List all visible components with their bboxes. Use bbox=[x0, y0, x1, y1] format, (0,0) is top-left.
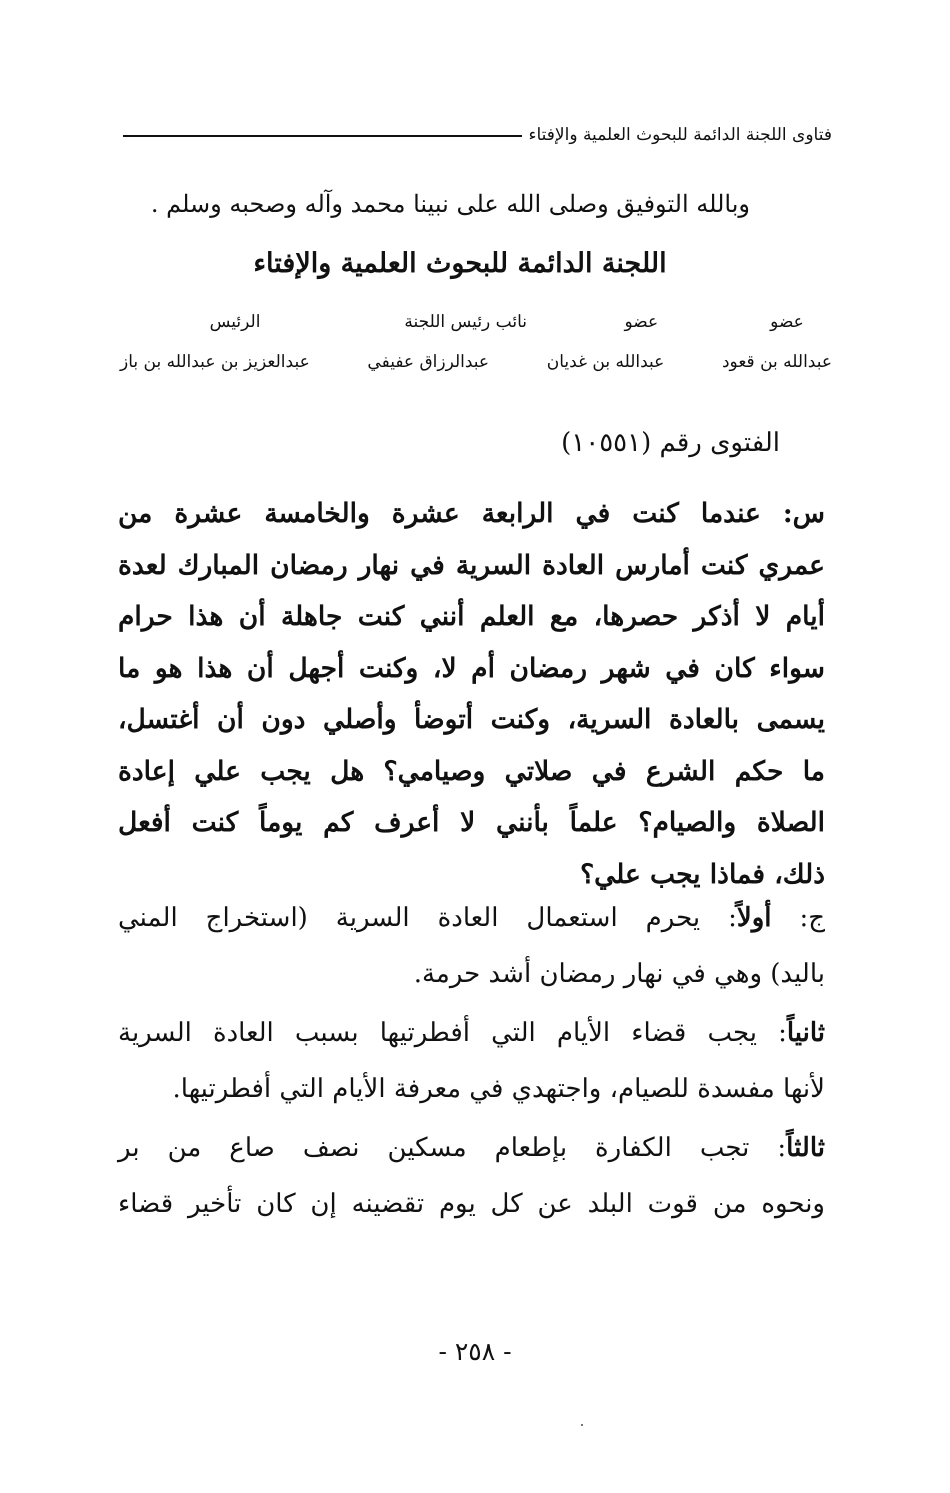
scan-speck bbox=[581, 1424, 583, 1426]
question-line: يسمى بالعادة السرية، وكنت أتوضأ وأصلي دون أن أغتسل، bbox=[118, 704, 825, 735]
answer-point-lead: ثانياً bbox=[786, 1018, 825, 1048]
question-line: الصلاة والصيام؟ علماً بأنني لا أعرف كم يوماً كنت أفعل bbox=[118, 807, 825, 838]
member-name: عبدالعزيز بن عبدالله بن باز bbox=[120, 352, 310, 372]
answer-point-2-line-1 bbox=[118, 1005, 825, 1061]
fatwa-number: الفتوى رقم (١٠٥٥١) bbox=[561, 428, 780, 458]
closing-formula: وبالله التوفيق وصلى الله على نبينا محمد وآله وصحبه وسلم . bbox=[150, 190, 750, 218]
signatory-roles bbox=[120, 312, 832, 332]
question-block bbox=[118, 488, 825, 900]
answer-text: : يجب قضاء الأيام التي أفطرتيها بسبب العادة السرية bbox=[118, 1018, 787, 1048]
signatory-names bbox=[120, 352, 832, 372]
member-role: نائب رئيس اللجنة bbox=[404, 312, 527, 332]
question-line: ما حكم الشرع في صلاتي وصيامي؟ هل يجب علي إعادة bbox=[118, 755, 825, 787]
member-role: الرئيس bbox=[209, 312, 261, 332]
question-line: أيام لا أذكر حصرها، مع العلم أنني كنت جاهلة أن هذا حرام bbox=[118, 601, 825, 632]
answer-point-1-line-2: باليد) وهي في نهار رمضان أشد حرمة. bbox=[413, 959, 825, 989]
member-role: عضو bbox=[770, 312, 804, 332]
question-line: ذلك، فماذا يجب علي؟ bbox=[580, 858, 825, 890]
answer-block bbox=[118, 890, 825, 1232]
answer-point-3-line-2: ونحوه من قوت البلد عن كل يوم تقضينه إن كان تأخير قضاء bbox=[118, 1189, 825, 1219]
question-line: عمري كنت أمارس العادة السرية في نهار رمضان المبارك لعدة bbox=[118, 549, 825, 581]
answer-prefix: ج: bbox=[771, 903, 825, 933]
member-name: عبدالله بن قعود bbox=[721, 352, 832, 372]
running-header bbox=[123, 120, 832, 150]
answer-point-lead: ثالثاً bbox=[786, 1133, 825, 1163]
answer-point-lead: أولاً bbox=[736, 903, 772, 933]
member-role: عضو bbox=[624, 312, 659, 332]
answer-point-3-line-1 bbox=[118, 1120, 825, 1176]
answer-point-2-line-2: لأنها مفسدة للصيام، واجتهدي في معرفة الأيام التي أفطرتيها. bbox=[172, 1074, 825, 1104]
page-number: - ٢٥٨ - bbox=[438, 1337, 512, 1366]
committee-title: اللجنة الدائمة للبحوث العلمية والإفتاء bbox=[253, 248, 667, 279]
question-line: سواء كان في شهر رمضان أم لا، وكنت أجهل أن هذا هو ما bbox=[118, 652, 825, 684]
question-line: س: عندما كنت في الرابعة عشرة والخامسة عشرة من bbox=[118, 498, 825, 529]
answer-text: : تجب الكفارة بإطعام مسكين نصف صاع من بر bbox=[118, 1133, 787, 1163]
answer-point-1-line-1 bbox=[118, 890, 825, 946]
running-header-title: فتاوى اللجنة الدائمة للبحوث العلمية والإفتاء bbox=[528, 125, 832, 145]
answer-text: : يحرم استعمال العادة السرية (استخراج المني bbox=[118, 903, 737, 933]
header-rule bbox=[123, 135, 522, 137]
member-name: عبدالرزاق عفيفي bbox=[367, 352, 490, 372]
member-name: عبدالله بن غديان bbox=[546, 352, 665, 372]
